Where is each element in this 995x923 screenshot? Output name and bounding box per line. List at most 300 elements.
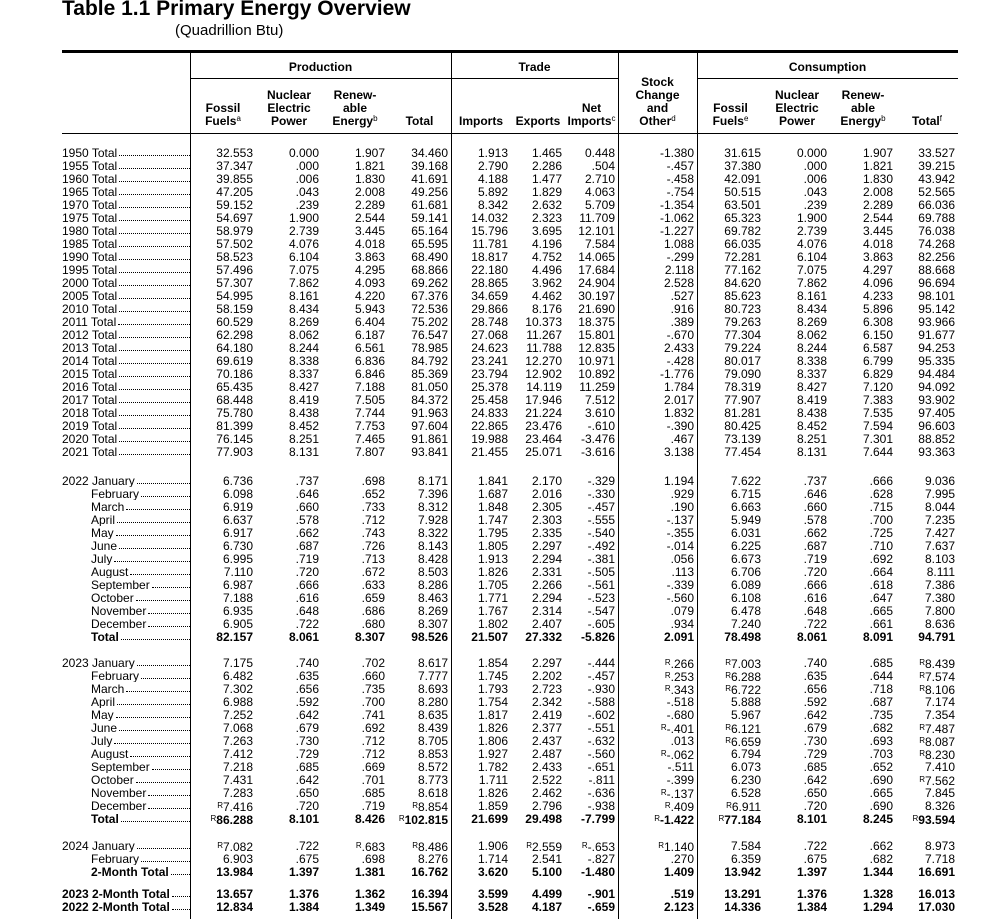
value-cell: 7.120 [862,380,893,394]
row-label [62,420,190,432]
value-cell: 25.071 [525,445,562,459]
value-cell: 7.718 [924,852,955,866]
value-cell: 2.528 [663,276,694,290]
value-cell: 8.322 [417,526,448,540]
row-label [62,888,190,900]
value-cell: 8.337 [288,367,319,381]
value-cell: 2.123 [663,900,694,914]
value-cell: 34.659 [471,289,508,303]
value-cell: .719 [295,552,319,566]
value-cell: 8.434 [288,302,319,316]
value-cell: 4.499 [531,887,562,901]
value-cell: 2.286 [531,159,562,173]
value-cell: 7.301 [862,432,893,446]
value-cell: 65.164 [411,224,448,238]
value-cell: 8.438 [288,406,319,420]
value-cell: 1.705 [477,578,508,592]
value-cell: .239 [295,198,319,212]
value-cell: .635 [803,669,827,683]
value-cell: $^R$-.062 [660,748,694,762]
value-cell: .662 [295,526,319,540]
row-label-text: 2013 Total [62,342,118,354]
value-cell: 1.767 [477,604,508,618]
row-label-text: 2011 Total [62,316,117,328]
value-cell: 8.131 [288,445,319,459]
value-cell: $^R$2.559 [526,840,562,854]
value-cell: .660 [361,669,385,683]
value-cell: 2.303 [531,513,562,527]
value-cell: 15.567 [411,900,448,914]
value-cell: .712 [361,747,385,761]
column-header-line: Energy$^b$ [332,114,378,128]
value-cell: .733 [361,500,385,514]
value-cell: 1.465 [531,146,562,160]
value-cell: .056 [670,552,694,566]
value-cell: 54.995 [216,289,253,303]
value-cell: 6.404 [354,315,385,329]
value-cell: 93.902 [918,393,955,407]
row-label [62,446,190,458]
row-label [62,618,190,630]
row-label [62,394,190,406]
row-label-text: 1985 Total [62,238,118,250]
value-cell: .659 [361,591,385,605]
value-cell: 7.584 [730,839,761,853]
value-cell: .682 [869,721,893,735]
value-cell: 97.405 [918,406,955,420]
table-row [0,618,995,630]
table-row [0,774,995,786]
column-header [388,78,451,128]
table-row [0,147,995,159]
row-label [62,264,190,276]
table-row [0,683,995,695]
value-cell: 7.744 [354,406,385,420]
value-cell: 97.604 [411,419,448,433]
value-cell: .652 [869,760,893,774]
value-cell: 1.376 [288,887,319,901]
column-header-line: Renew- [841,88,885,102]
value-cell: 8.636 [924,617,955,631]
value-cell: 6.663 [730,500,761,514]
value-cell: 2.008 [862,185,893,199]
table-row [0,709,995,721]
table-row [0,501,995,513]
value-cell: -.523 [587,591,615,605]
table-row [0,173,995,185]
table-row [0,290,995,302]
value-cell: 64.180 [216,341,253,355]
value-cell: 1.397 [288,865,319,879]
value-cell: .592 [295,695,319,709]
value-cell: .662 [869,839,893,853]
value-cell: 2.487 [531,747,562,761]
value-cell: .737 [803,474,827,488]
value-cell: 75.780 [216,406,253,420]
leader-dots [119,264,190,273]
value-cell: .687 [803,539,827,553]
value-cell: 76.547 [411,328,448,342]
value-cell: .642 [295,708,319,722]
value-cell: 1.349 [354,900,385,914]
value-cell: 6.987 [222,578,253,592]
table-row [0,225,995,237]
value-cell: .719 [361,799,385,813]
value-cell: -.670 [666,328,694,342]
value-cell: 4.233 [862,289,893,303]
value-cell: 94.791 [918,630,955,644]
value-cell: 22.865 [471,419,508,433]
revised-marker: R [726,801,732,810]
value-cell: .685 [869,656,893,670]
value-cell: 3.620 [477,865,508,879]
column-header [896,78,958,128]
table-subtitle: (Quadrillion Btu) [175,22,284,39]
value-cell: 6.528 [730,786,761,800]
revised-marker: R [654,814,660,823]
value-cell: .113 [671,565,694,579]
value-cell: .730 [803,734,827,748]
value-cell: .662 [803,526,827,540]
value-cell: 5.967 [730,708,761,722]
column-header-line: Fossil [713,101,748,115]
value-cell: 84.620 [724,276,761,290]
table-row [0,722,995,734]
value-cell: 6.225 [730,539,761,553]
value-cell: $^R$7.562 [919,774,955,788]
value-cell: -.602 [587,708,615,722]
value-cell: 1.294 [862,900,893,914]
table-row [0,853,995,865]
value-cell: .735 [869,708,893,722]
value-cell: 43.942 [918,172,955,186]
value-cell: .578 [295,513,319,527]
value-cell: 1.754 [477,695,508,709]
value-cell: 1.927 [477,747,508,761]
value-cell: 8.635 [417,708,448,722]
value-cell: 2.016 [531,487,562,501]
value-cell: 2.790 [477,159,508,173]
row-label-text: July [91,553,113,565]
row-label [62,147,190,159]
value-cell: 6.230 [730,773,761,787]
value-cell: 13.657 [216,887,253,901]
revised-marker: R [919,736,925,745]
row-label-text: 1980 Total [62,225,118,237]
leader-dots [119,160,190,169]
value-cell: 29.498 [525,812,562,826]
value-cell: 81.281 [724,406,761,420]
row-label-text: 2022 January [62,475,135,487]
value-cell: 16.013 [918,887,955,901]
value-cell: 7.845 [924,786,955,800]
leader-dots [119,173,190,182]
leader-dots [141,853,190,862]
column-header [565,78,618,128]
value-cell: .729 [803,747,827,761]
value-cell: -.518 [666,695,694,709]
value-cell: 1.477 [531,172,562,186]
value-cell: -.492 [587,539,615,553]
value-cell: 96.694 [918,276,955,290]
value-cell: 11.788 [526,341,562,355]
value-cell: 39.215 [918,159,955,173]
value-cell: .660 [295,500,319,514]
row-label-text: 2-Month Total [91,866,169,878]
value-cell: 1.088 [663,237,694,251]
value-cell: -.610 [587,419,615,433]
value-cell: 24.833 [471,406,508,420]
table-row [0,212,995,224]
value-cell: .737 [295,474,319,488]
value-cell: 8.171 [417,474,448,488]
value-cell: 21.507 [471,630,508,644]
value-cell: -.511 [667,760,694,774]
row-label-text: May [91,709,114,721]
value-cell: $^R$7.416 [217,800,253,814]
value-cell: 3.445 [862,224,893,238]
value-cell: 85.369 [411,367,448,381]
row-label-text: June [91,540,118,552]
value-cell: 12.902 [525,367,562,381]
value-cell: 4.063 [584,185,615,199]
value-cell: $^R$8.087 [919,735,955,749]
leader-dots [118,316,190,325]
column-header-line: Fuels$^a$ [205,114,241,128]
value-cell: 18.817 [471,250,508,264]
leader-dots [119,394,190,403]
value-cell: .650 [803,786,827,800]
value-cell: 27.068 [471,328,508,342]
table-row [0,787,995,799]
value-cell: 5.892 [477,185,508,199]
value-cell: 1.384 [796,900,827,914]
row-label-text: 2015 Total [62,368,118,380]
table-row [0,329,995,341]
value-cell: 8.280 [417,695,448,709]
leader-dots [119,420,190,429]
column-header [511,78,565,128]
value-cell: .000 [803,159,827,173]
value-cell: 2.544 [354,211,385,225]
value-cell: 98.101 [918,289,955,303]
value-cell: .652 [361,487,385,501]
value-cell: .712 [361,734,385,748]
value-cell: 7.862 [796,276,827,290]
row-label [62,173,190,185]
value-cell: 58.523 [216,250,253,264]
value-cell: .628 [869,487,893,501]
value-cell: 12.835 [578,341,615,355]
value-cell: 7.928 [417,513,448,527]
row-label-text: November [91,605,147,617]
value-cell: .740 [295,656,319,670]
value-cell: 78.319 [724,380,761,394]
revised-marker: R [725,671,731,680]
value-cell: .013 [670,734,694,748]
value-cell: 1.848 [477,500,508,514]
row-label [62,901,190,913]
row-label [62,813,190,825]
value-cell: 54.697 [216,211,253,225]
column-header-line: Other$^d$ [639,114,676,128]
value-cell: 39.168 [411,159,448,173]
value-cell: 5.943 [354,302,385,316]
footnote-marker: d [671,114,676,123]
value-cell: 8.312 [417,500,448,514]
value-cell: 1.829 [531,185,562,199]
value-cell: .692 [869,552,893,566]
bottom-rule [62,133,958,134]
row-label-text: September [91,761,150,773]
value-cell: 24.904 [578,276,615,290]
value-cell: 69.619 [216,354,253,368]
value-cell: 2.462 [531,786,562,800]
value-cell: .669 [361,760,385,774]
value-cell: 7.862 [288,276,319,290]
value-cell: 2.541 [531,852,562,866]
value-cell: .592 [803,695,827,709]
row-label [62,553,190,565]
value-cell: .686 [361,604,385,618]
value-cell: .730 [295,734,319,748]
value-cell: 8.463 [417,591,448,605]
value-cell: $^R$.343 [664,683,694,697]
revised-marker: R [912,814,919,823]
value-cell: 1.907 [354,146,385,160]
leader-dots [141,670,190,679]
row-label [62,761,190,773]
value-cell: 73.139 [724,432,761,446]
leader-dots [119,381,190,390]
value-cell: .519 [670,887,694,901]
row-label-text: September [91,579,150,591]
value-cell: 76.038 [918,224,955,238]
value-cell: 7.777 [417,669,448,683]
table-row [0,761,995,773]
value-cell: -.457 [587,669,615,683]
row-label [62,488,190,500]
value-cell: 2.739 [288,224,319,238]
value-cell: -.339 [666,578,694,592]
value-cell: -3.476 [580,432,615,446]
value-cell: 15.801 [578,328,615,342]
value-cell: 7.386 [924,578,955,592]
value-cell: 41.691 [411,172,448,186]
value-cell: $^R$-1.422 [654,813,694,827]
row-label-text: May [91,527,114,539]
value-cell: .270 [670,852,694,866]
value-cell: 6.919 [222,500,253,514]
value-cell: .656 [295,682,319,696]
value-cell: -.014 [666,539,694,553]
revised-marker: R [725,658,731,667]
value-cell: 1.376 [796,887,827,901]
value-cell: .740 [803,656,827,670]
value-cell: 1.795 [477,526,508,540]
value-cell: -1.227 [659,224,694,238]
value-cell: 8.062 [288,328,319,342]
row-label-text: 1990 Total [62,251,118,263]
value-cell: $^R$-.401 [660,722,694,736]
value-cell: -.457 [666,159,694,173]
value-cell: 8.503 [417,565,448,579]
value-cell: 8.111 [926,565,955,579]
value-cell: 1.821 [862,159,893,173]
row-label-text: July [91,735,113,747]
column-header [697,78,764,128]
value-cell: 6.846 [354,367,385,381]
table-row [0,540,995,552]
value-cell: 8.244 [796,341,827,355]
revised-marker: R [919,723,925,732]
value-cell: 7.644 [862,445,893,459]
value-cell: 5.896 [862,302,893,316]
revised-marker: R [217,801,223,810]
value-cell: .661 [869,617,893,631]
table-row [0,238,995,250]
value-cell: 77.907 [724,393,761,407]
value-cell: 3.445 [354,224,385,238]
value-cell: 23.794 [471,367,508,381]
value-cell: 95.335 [918,354,955,368]
value-cell: 7.075 [796,263,827,277]
value-cell: 2.297 [531,539,562,553]
leader-dots [130,748,190,757]
value-cell: .710 [869,539,893,553]
leader-dots [152,761,190,770]
value-cell: 8.419 [288,393,319,407]
leader-dots [114,735,190,744]
value-cell: .633 [361,578,385,592]
row-label [62,774,190,786]
value-cell: 7.075 [288,263,319,277]
value-cell: 1.328 [862,887,893,901]
value-cell: 7.175 [222,656,253,670]
value-cell: 4.297 [862,263,893,277]
value-cell: 2.008 [354,185,385,199]
table-row [0,592,995,604]
value-cell: 3.138 [663,445,694,459]
value-cell: .664 [869,565,893,579]
value-cell: $^R$.253 [664,670,694,684]
leader-dots [119,147,190,156]
value-cell: 2.632 [531,198,562,212]
table-row [0,186,995,198]
value-cell: 1.841 [477,474,508,488]
value-cell: 11.267 [526,328,562,342]
value-cell: 96.603 [918,419,955,433]
value-cell: 1.821 [354,159,385,173]
value-cell: 1.913 [477,552,508,566]
value-cell: .729 [295,747,319,761]
value-cell: 68.490 [411,250,448,264]
value-cell: -.540 [587,526,615,540]
row-label-text: 2019 Total [62,420,118,432]
value-cell: $^R$6.121 [725,722,761,736]
value-cell: 2.419 [531,708,562,722]
value-cell: 2.433 [663,341,694,355]
value-cell: -.355 [666,526,694,540]
value-cell: 50.515 [724,185,761,199]
value-cell: 81.399 [216,419,253,433]
value-cell: 14.065 [578,250,615,264]
footnote-marker: b [881,114,886,123]
row-label [62,329,190,341]
value-cell: 6.031 [730,526,761,540]
leader-dots [119,540,190,549]
value-cell: .642 [803,708,827,722]
